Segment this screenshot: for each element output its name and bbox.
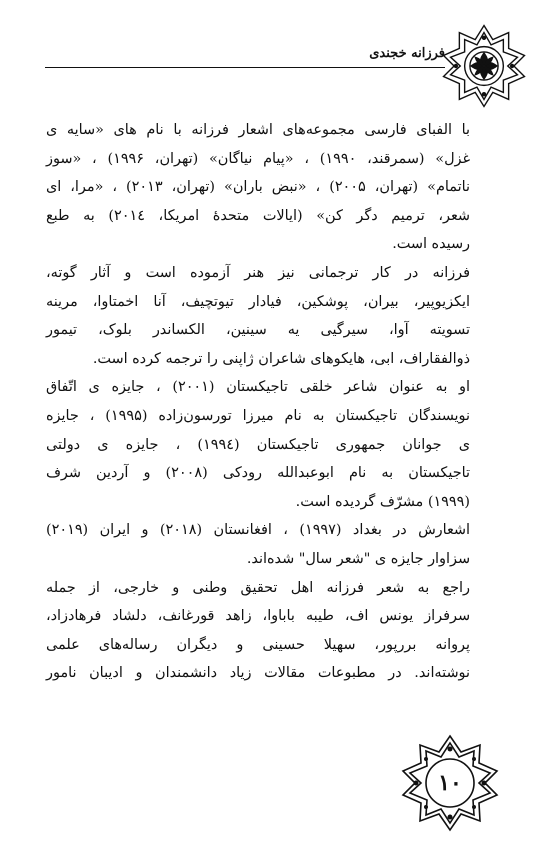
text-line: اشعارش در بغداد (۱۹۹۷) ، افغانستان (۲۰۱۸) و ایران (۲۰۱۹) (46, 522, 470, 539)
text-line: تاجیکستان به نام ابوعبدالله رودکی (۲۰۰۸) و آردین شرف (46, 465, 470, 482)
text-line: راجع به شعر فرزانه اهل تحقیق وطنی و خارجی، از جمله (46, 579, 470, 596)
rosette-ornament-icon (440, 22, 528, 110)
paragraph (46, 373, 470, 516)
text-line: پروانه بررپور، سهیلا حسینی و دیگران رساله‌های علمی (46, 636, 470, 653)
paragraph (46, 574, 470, 688)
paragraph (46, 116, 470, 259)
paragraph (46, 259, 470, 373)
text-line: نویسندگان تاجیکستان به نام میرزا تورسون‌زاده (۱۹۹۵) ، جایزه (46, 407, 470, 424)
text-line: سرفراز یونس اف، طیبه باباوا، زاهد قورغانف، دلشاد فرهادزاد، (46, 608, 470, 625)
text-line: ذوالفقاراف، ابی، هایکوهای شاعران ژاپنی را ترجمه کرده است. (92, 350, 470, 367)
text-line: فرزانه در کار ترجمانی نیز هنر آزموده است و آثار گوته، (46, 264, 470, 281)
text-line: ایکزیوپیر، بیران، پوشکین، فیادار تیوتچیف، آنا اخمتاوا، مرینه (46, 293, 470, 310)
page-number: ۱۰ (438, 770, 462, 796)
text-line: ی جوانان جمهوری تاجیکستان (۱۹۹٤) ، جایزه ی دولتی (46, 436, 471, 453)
text-line: رسیده است. (392, 236, 470, 253)
body-text (46, 116, 470, 688)
text-line: او به عنوان شاعر خلقی تاجیکستان (۲۰۰۱) ، جایزه ی اتّفاق (46, 379, 470, 396)
text-line: سزاوار جایزه ی "شعر سال" شده‌اند. (246, 550, 470, 567)
running-header-title: فرزانه خجندی (369, 46, 445, 61)
text-line: تسویته آوا، سیرگیی یه سینین، الکساندر بلوک، تیمور (46, 322, 470, 339)
text-line: غزل» (سمرقند، ۱۹۹۰) ، «پیام نیاگان» (تهران، ۱۹۹۶) ، «سوز (46, 150, 471, 167)
text-line: با الفبای فارسی مجموعه‌های اشعار فرزانه با نام های «سایه ی (46, 122, 470, 138)
text-line: شعر، ترمیم دگر کن» (ایالات متحدهٔ امریکا، ۲۰۱٤) به طبع (46, 207, 470, 224)
text-line: ناتمام» (تهران، ۲۰۰۵) ، «نبض باران» (تهران، ۲۰۱۳) ، «مرا، ای (46, 179, 470, 196)
header-rule (45, 67, 445, 68)
text-line: نوشته‌اند. در مطبوعات مقالات زیاد دانشمندان و ادیبان نامور (46, 665, 470, 682)
paragraph (46, 516, 470, 573)
text-line: (۱۹۹۹) مشرّف گردیده است. (295, 493, 470, 510)
